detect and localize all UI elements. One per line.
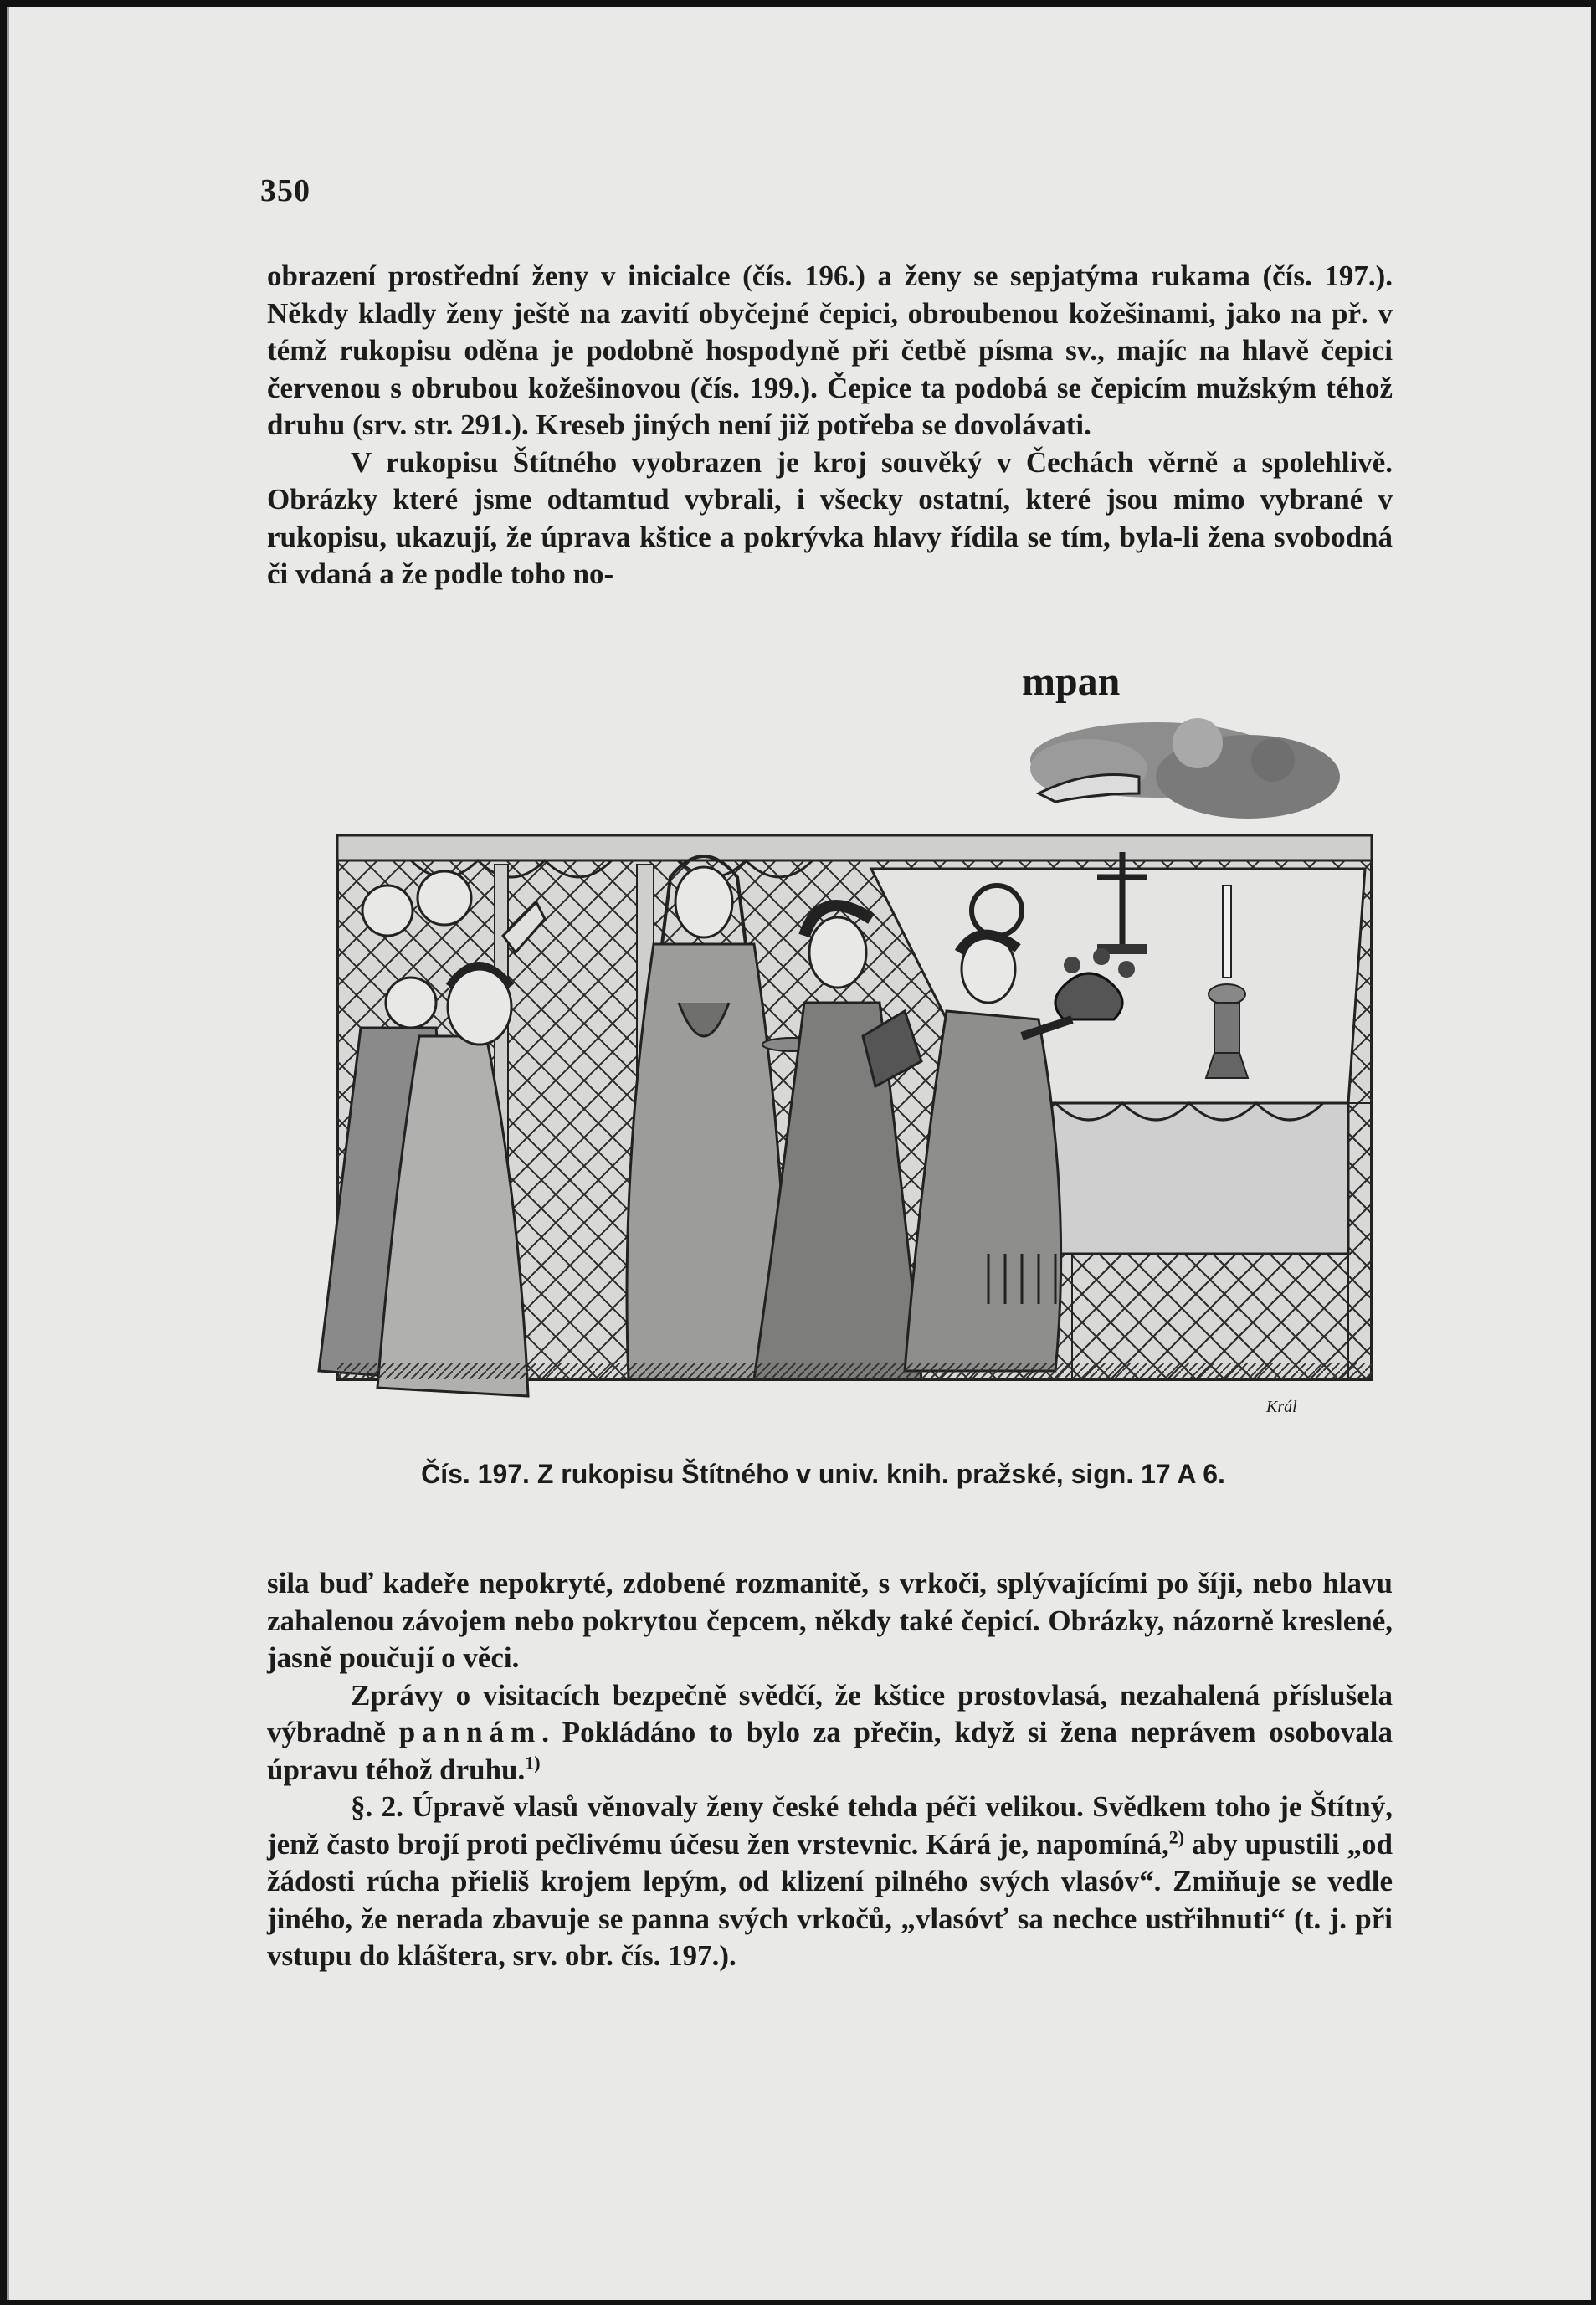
paragraph-3-text-a: §. 2. Úpravě vlasů věnovaly ženy české tehda péči velikou. Svědkem toho je Štítný, jenž často brojí proti pečlivému účesu žen vrstevnic. Kárá je, napomíná,	[267, 1790, 1393, 1861]
page-number: 350	[260, 173, 310, 208]
top-text-block	[267, 258, 1393, 593]
bottom-paragraph-3	[267, 1789, 1393, 1975]
cloud-and-hand	[1022, 668, 1340, 819]
artist-signature: Král	[1266, 1398, 1297, 1416]
manuscript-illustration	[285, 668, 1390, 1455]
spaced-word-pannam: pannám	[398, 1716, 542, 1748]
figure-197-illustration	[285, 668, 1390, 1455]
footnote-ref-1: 1)	[525, 1751, 541, 1773]
bottom-text-block	[267, 1565, 1393, 1975]
bottom-paragraph-2	[267, 1677, 1393, 1789]
paragraph-3-text-b: aby upustili „od žádosti rúcha přieliš krojem lepým, od klizení pilného svých vlasóv“. Zmiňuje se vedle jiného, že nerada zbavuje se panna svých vrkočů, „vlasóvť sa nechce ustřihnuti“ (t. j. při vstupu do kláštera, srv. obr. čís. 197.).	[267, 1827, 1393, 1972]
top-paragraph-1: obrazení prostřední ženy v inicialce (čís. 196.) a ženy se sepjatýma rukama (čís. 197.). Někdy kladly ženy ještě na zavití obyčejné čepici, obroubenou kožešinami, jako na př. v témž rukopisu oděna je podobně hospodyně při četbě písma sv., majíc na hlavě čepici červenou s obrubou kožešinovou (čís. 199.). Čepice ta podobá se čepicím mužským téhož druhu (srv. str. 291.). Kreseb jiných není již potřeba se dovolávati.	[267, 259, 1393, 441]
paragraph-2-text-a: Zprávy o visitacích bezpečně svědčí, že kštice prostovlasá, nezahalená příslušela výbradně	[267, 1678, 1393, 1748]
figure-caption: Čís. 197. Z rukopisu Štítného v univ. knih. pražské, sign. 17 A 6.	[421, 1459, 1225, 1489]
footnote-ref-2: 2)	[1168, 1825, 1185, 1847]
top-paragraph-2: V rukopisu Štítného vyobrazen je kroj souvěký v Čechách věrně a spolehlivě. Obrázky které jsme odtamtud vybrali, i všecky ostatní, které jsou mimo vybrané v rukopisu, ukazují, že úprava kštice a pokrývka hlavy řídila se tím, byla-li žena svobodná či vdaná a že podle toho no-	[267, 445, 1393, 590]
book-page	[7, 7, 1591, 2300]
bottom-paragraph-1: sila buď kadeře nepokryté, zdobené rozmanitě, s vrkoči, splývajícími po šíji, nebo hlavu zahalenou závojem nebo pokrytou čepcem, někdy také čepicí. Obrázky, názorně kreslené, jasně poučují o věci.	[267, 1567, 1393, 1674]
paragraph-2-text-b: . Pokládáno to bylo za přečin, když si žena neprávem osobovala úpravu téhož druhu.	[267, 1716, 1393, 1786]
banner-text: mpan	[1022, 668, 1121, 704]
